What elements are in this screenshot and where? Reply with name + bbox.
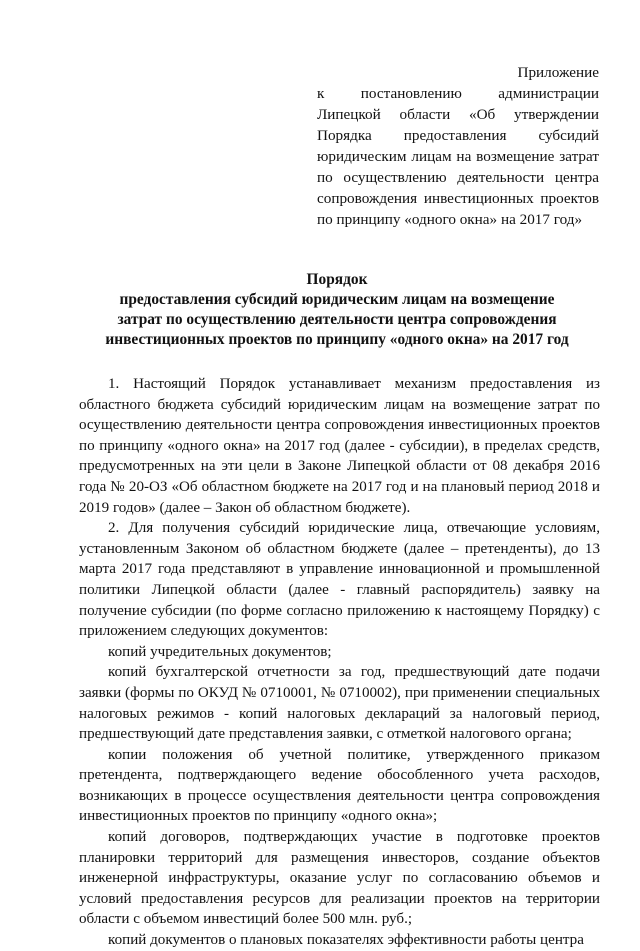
paragraph: 2. Для получения субсидий юридические лица, отвечающие условиям, установленным Законом об областном бюджете (далее – претенденты), до 13 марта 2017 года представляют в управление инновационной и промышленной политики Липецкой области (далее - главный распорядитель) заявку на получение субсидии (по форме согласно приложению к настоящему Порядку) с приложением следующих документов: [79,520,600,640]
paragraph: 1. Настоящий Порядок устанавливает механизм предоставления из областного бюджета субсидий юридическим лицам на возмещение затрат по осуществлению деятельности центра сопровождения инвестиционных проектов по принципу «одного окна» на 2017 год (далее - субсидии), в пределах средств, предусмотренных на эти цели в Законе Липецкой области от 08 декабря 2016 года № 20-ОЗ «Об областном бюджете на 2017 год и на плановый период 2018 и 2019 годов» (далее – Закон об областном бюджете). [79,376,600,516]
list-item: копий учредительных документов; [108,643,332,660]
list-item: копий договоров, подтверждающих участие в подготовке проектов планировки территорий для размещения инвесторов, создание объектов инженерной инфраструктуры, оказание услуг по согласованию объемов и условий предоставления ресурсов для реализации проектов на территории области с объемом инвестиций более 500 млн. руб.; [79,829,600,928]
heading-title: Порядок [306,271,368,288]
appendix-title: Приложение [517,64,599,81]
appendix-block [317,62,599,230]
appendix-body: к постановлению администрации Липецкой области «Об утверждении Порядка предоставления субсидий юридическим лицам на возмещение затрат по осуществлению деятельности центра сопровождения инвестиционных проектов по принципу «одного окна» на 2017 год» [317,85,599,228]
document-heading [72,270,602,350]
list-item: копий бухгалтерской отчетности за год, предшествующий дате подачи заявки (формы по ОКУД № 0710001, № 0710002), при применении специальных налоговых режимов - копий налоговых деклараций за налоговый период, предшествующий дате представления заявки, с отметкой налогового органа; [79,664,600,743]
list-item: копии положения об учетной политике, утвержденного приказом претендента, подтверждающего ведение обособленного учета расходов, возникающих в процессе осуществления деятельности центра сопровождения инвестиционных проектов по принципу «одного окна»; [79,746,600,825]
heading-subtitle: предоставления субсидий юридическим лицам на возмещение затрат по осуществлению деятельности центра сопровождения инвестиционных проектов по принципу «одного окна» на 2017 год [105,291,569,348]
document-body [79,374,600,951]
list-item: копий документов о плановых показателях эффективности работы центра [108,932,584,949]
